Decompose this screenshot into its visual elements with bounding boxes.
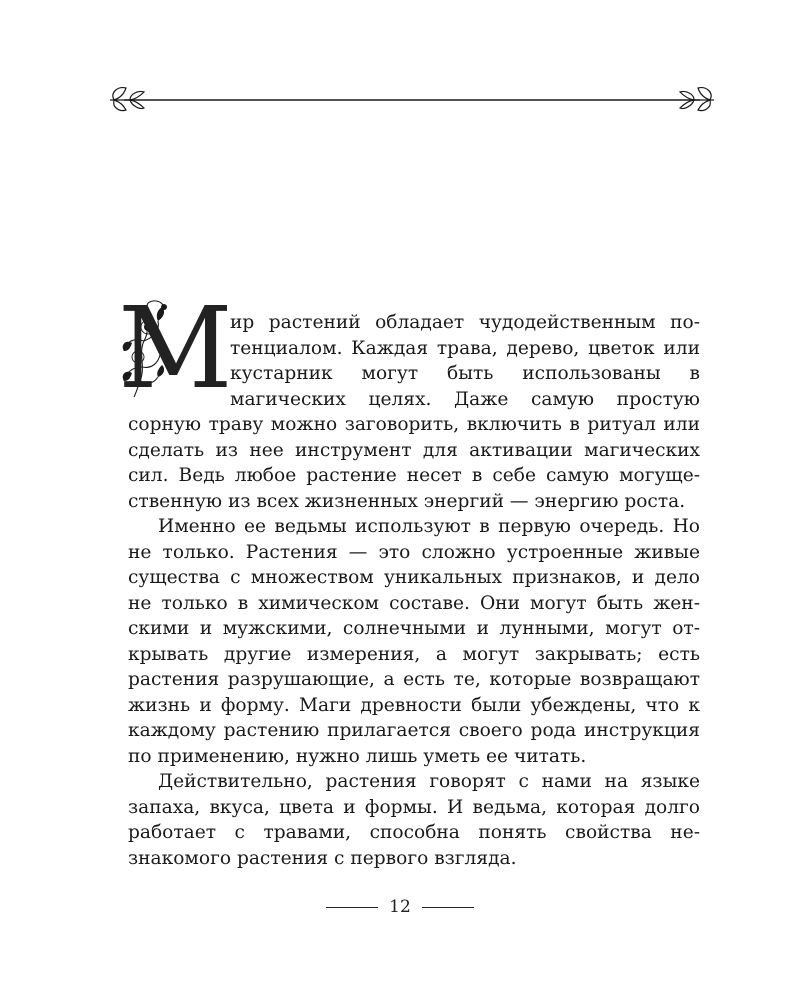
footer-left-rule — [326, 907, 378, 908]
top-ornamental-divider — [104, 80, 720, 120]
footer-right-rule — [422, 907, 474, 908]
page-footer — [0, 895, 800, 919]
dropcap-letter: М — [118, 284, 231, 414]
body-text — [118, 284, 700, 871]
page-number: 12 — [389, 897, 411, 917]
paragraph-1 — [118, 284, 700, 514]
paragraph-1-text: ир растений обладает чудодейственным потенциалом. Каждая трава, дерево, цветок или кустарник могут быть использованы в магических целях. Даже самую простую сорную траву можно заговорить, включить в ритуал или сделать из нее инструмент для активации магических сил. Ведь любое растение несет в себе самую могущественную из всех жизненных энергий — энергию роста. — [128, 312, 700, 512]
dropcap — [118, 284, 231, 414]
leaf-vine-divider-icon — [104, 80, 720, 120]
paragraph-2: Именно ее ведьмы используют в первую очередь. Но не только. Растения — это сложно устроенные живые существа с множеством уникальных признаков, и дело не только в химическом составе. Они могут быть женскими и мужскими, солнечными и лунными, могут открывать другие измерения, а могут закрывать; есть растения разрушающие, а есть те, которые возвращают жизнь и форму. Маги древности были убеждены, что к каждому растению прилагается своего рода инструкция по применению, нужно лишь уметь ее читать. — [128, 516, 700, 767]
paragraph-3: Действительно, растения говорят с нами на языке запаха, вкуса, цвета и формы. И ведьма, которая долго работает с травами, способна понять свойства незнакомого растения с первого взгляда. — [128, 771, 700, 869]
